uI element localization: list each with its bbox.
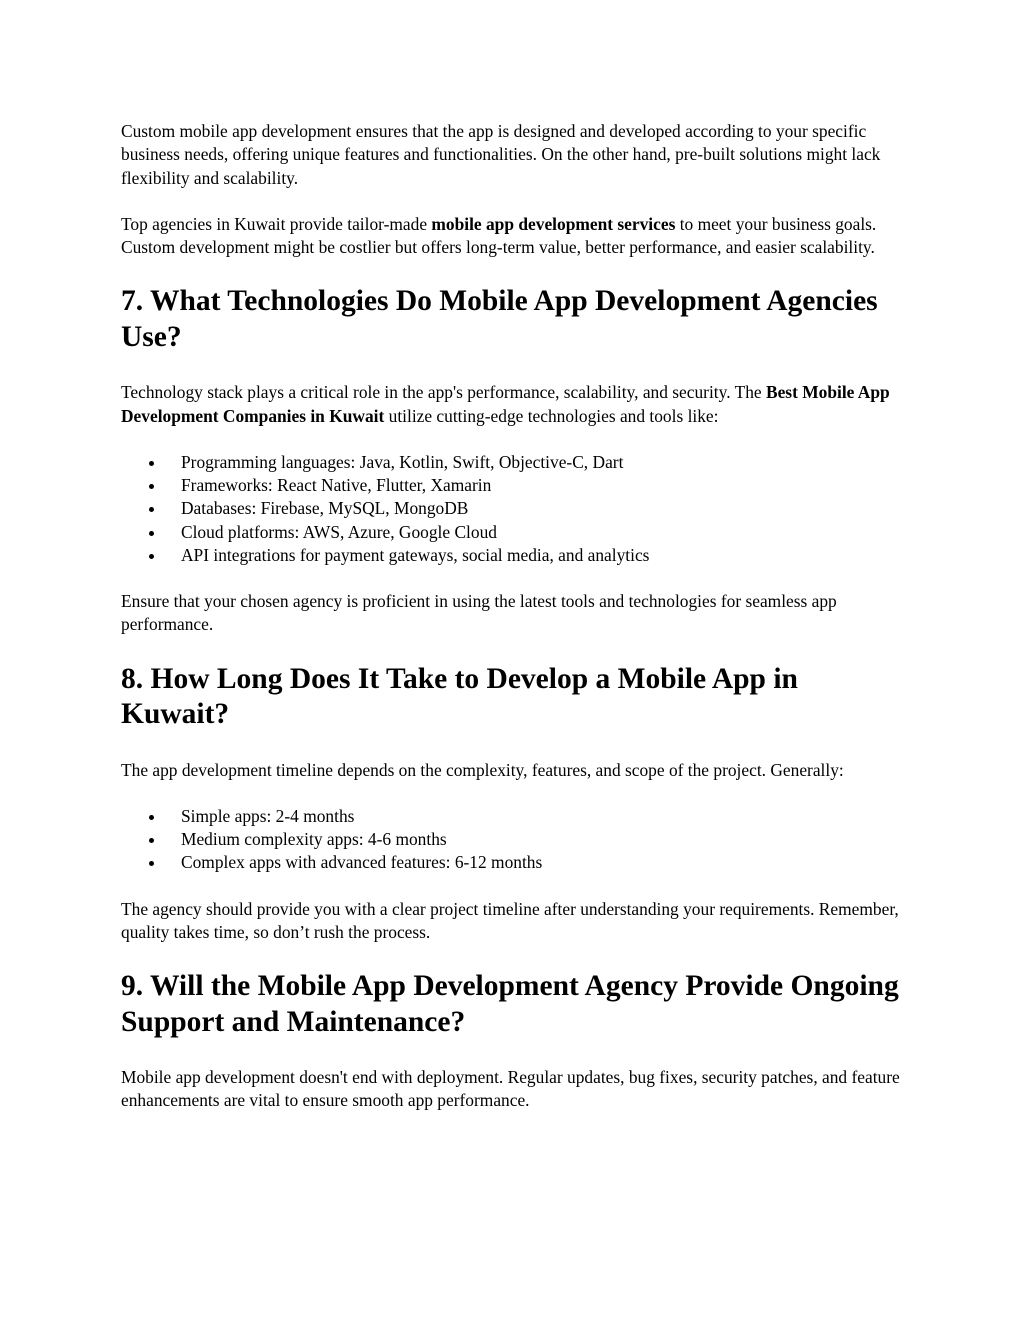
list-item: Databases: Firebase, MySQL, MongoDB [121,497,911,520]
intro-text-before: Top agencies in Kuwait provide tailor-made [121,213,432,234]
list-item: API integrations for payment gateways, social media, and analytics [121,544,911,567]
section-8-paragraph-quality: The agency should provide you with a clear project timeline after understanding your requirements. Remember, quality takes time, so don’t rush the process. [121,898,899,942]
section-7-paragraph-proficiency: Ensure that your chosen agency is proficient in using the latest tools and technologies for seamless app performance. [121,591,837,635]
document-page [121,120,911,1113]
section-9-heading: 9. Will the Mobile App Development Agency Provide Ongoing Support and Maintenance? [121,970,899,1038]
section-9-paragraph-support: Mobile app development doesn't end with deployment. Regular updates, bug fixes, security patches, and feature enhancements are vital to ensure smooth app performance. [121,1067,900,1111]
section-8-timeline-list [121,805,911,875]
section-7-bold-companies: Best Mobile App Development Companies in Kuwait [121,382,890,426]
section-7-technology-list [121,451,911,567]
intro-paragraph-custom-development: Custom mobile app development ensures that the app is designed and developed according to your specific business needs, offering unique features and functionalities. On the other hand, pre-built solutions might lack flexibility and scalability. [121,121,881,188]
list-item: Frameworks: React Native, Flutter, Xamarin [121,474,911,497]
section-8-paragraph-timeline: The app development timeline depends on the complexity, features, and scope of the project. Generally: [121,759,844,780]
intro-bold-services: mobile app development services [431,213,676,234]
list-item: Simple apps: 2-4 months [121,805,911,828]
section-8-heading: 8. How Long Does It Take to Develop a Mobile App in Kuwait? [121,662,798,731]
list-item: Cloud platforms: AWS, Azure, Google Cloud [121,521,911,544]
section-7-text-before: Technology stack plays a critical role in the app's performance, scalability, and security. The [121,382,766,403]
intro-text-after: to meet your business goals. Custom development might be costlier but offers long-term value, better performance, and easier scalability. [121,213,877,258]
section-7-heading: 7. What Technologies Do Mobile App Development Agencies Use? [121,285,878,353]
section-7-paragraph-stack [121,381,911,428]
list-item: Complex apps with advanced features: 6-12 months [121,851,911,874]
list-item: Medium complexity apps: 4-6 months [121,828,911,851]
section-7-text-after: utilize cutting-edge technologies and tools like: [384,405,719,426]
list-item: Programming languages: Java, Kotlin, Swift, Objective-C, Dart [121,451,911,474]
intro-paragraph-top-agencies [121,213,911,260]
